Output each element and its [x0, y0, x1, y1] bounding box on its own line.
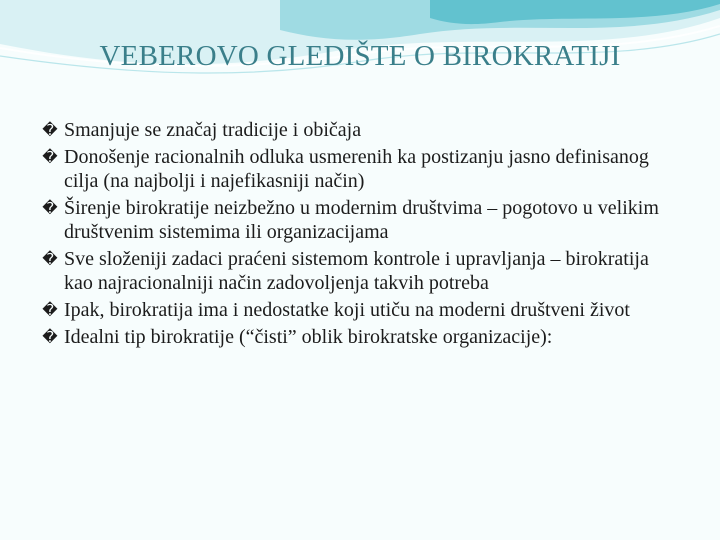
- bullet-text: Širenje birokratije neizbežno u modernim društvima – pogotovo u velikim društvenim sistemima ili organizacijama: [64, 197, 659, 243]
- bullet-marker-icon: �: [42, 199, 58, 217]
- bullet-text: Donošenje racionalnih odluka usmerenih ka postizanju jasno definisanog cilja (na najbolji i najefikasniji način): [64, 146, 649, 192]
- bullet-marker-icon: �: [42, 328, 58, 346]
- bullet-item: [20, 247, 660, 295]
- bullet-item: [20, 325, 660, 349]
- bullet-item: [20, 145, 660, 193]
- bullet-item: [20, 298, 660, 322]
- slide-title: VEBEROVO GLEDIŠTE O BIROKRATIJI: [99, 40, 621, 72]
- bullet-marker-icon: �: [42, 301, 58, 319]
- bullet-text: Sve složeniji zadaci praćeni sistemom kontrole i upravljanja – birokratija kao najracionalniji način zadovoljenja takvih potreba: [64, 248, 649, 294]
- bullet-marker-icon: �: [42, 148, 58, 166]
- bullet-item: [20, 196, 660, 244]
- bullet-text: Ipak, birokratija ima i nedostatke koji utiču na moderni društveni život: [64, 299, 630, 321]
- bullet-marker-icon: �: [42, 121, 58, 139]
- bullet-list: [20, 118, 660, 352]
- bullet-text: Smanjuje se značaj tradicije i običaja: [64, 119, 362, 141]
- bullet-marker-icon: �: [42, 250, 58, 268]
- bullet-item: [20, 118, 660, 142]
- bullet-text: Idealni tip birokratije (“čisti” oblik birokratske organizacije):: [64, 326, 553, 348]
